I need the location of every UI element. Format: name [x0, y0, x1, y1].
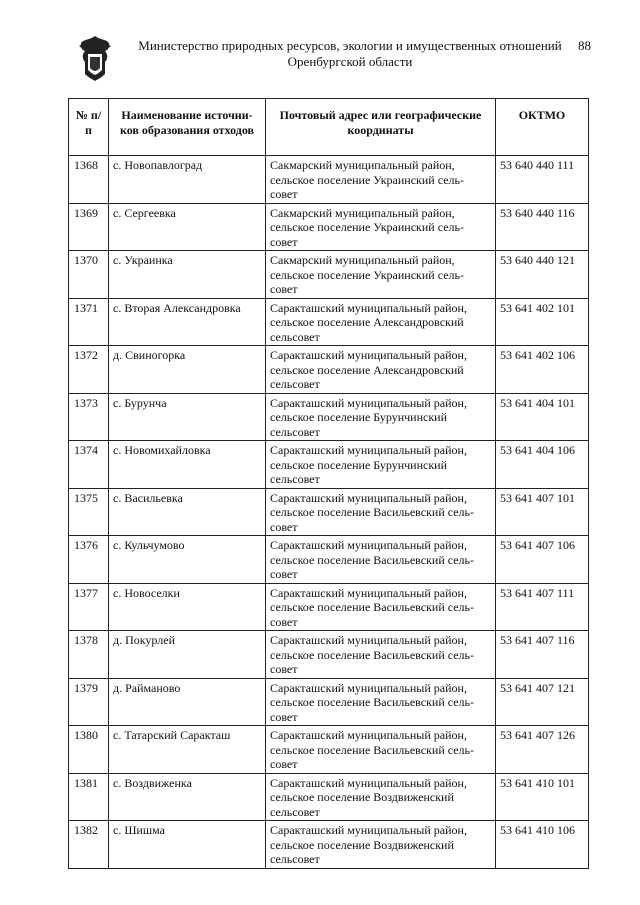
- row-number: 1379: [69, 678, 109, 726]
- row-number: 1372: [69, 346, 109, 394]
- table-row: [69, 251, 589, 299]
- postal-address: Саракташский муниципальный район, сельское поселение Воздвиженский сельсовет: [266, 773, 496, 821]
- row-number: 1368: [69, 156, 109, 204]
- postal-address: Саракташский муниципальный район, сельское поселение Васильевский сель-совет: [266, 583, 496, 631]
- oktmo-code: 53 640 440 111: [496, 156, 589, 204]
- row-number: 1369: [69, 203, 109, 251]
- source-name: с. Новопавлоград: [109, 156, 266, 204]
- row-number: 1373: [69, 393, 109, 441]
- oktmo-code: 53 641 407 116: [496, 631, 589, 679]
- oktmo-code: 53 641 404 106: [496, 441, 589, 489]
- oktmo-code: 53 641 410 101: [496, 773, 589, 821]
- oktmo-code: 53 641 402 101: [496, 298, 589, 346]
- column-header-address: Почтовый адрес или географические координаты: [266, 99, 496, 156]
- ministry-title-line1: Министерство природных ресурсов, экологии и имущественных отношений: [138, 38, 562, 53]
- table-header-row: [69, 99, 589, 156]
- table-row: [69, 631, 589, 679]
- row-number: 1381: [69, 773, 109, 821]
- table-row: [69, 821, 589, 869]
- oktmo-code: 53 641 407 111: [496, 583, 589, 631]
- oktmo-code: 53 641 404 101: [496, 393, 589, 441]
- row-number: 1371: [69, 298, 109, 346]
- column-header-source-name: Наименование источни-ков образования отходов: [109, 99, 266, 156]
- postal-address: Саракташский муниципальный район, сельское поселение Васильевский сель-совет: [266, 678, 496, 726]
- page-number: 88: [578, 38, 591, 53]
- row-number: 1376: [69, 536, 109, 584]
- postal-address: Саракташский муниципальный район, сельское поселение Бурунчинский сельсовет: [266, 441, 496, 489]
- postal-address: Саракташский муниципальный район, сельское поселение Васильевский сель-совет: [266, 536, 496, 584]
- table-row: [69, 441, 589, 489]
- oktmo-code: 53 640 440 121: [496, 251, 589, 299]
- source-name: с. Васильевка: [109, 488, 266, 536]
- source-name: с. Шишма: [109, 821, 266, 869]
- postal-address: Саракташский муниципальный район, сельское поселение Васильевский сель-совет: [266, 631, 496, 679]
- page-header: [120, 38, 580, 70]
- postal-address: Сакмарский муниципальный район, сельское поселение Украинский сель-совет: [266, 156, 496, 204]
- source-name: с. Новомихайловка: [109, 441, 266, 489]
- source-name: с. Татарский Саракташ: [109, 726, 266, 774]
- source-name: с. Воздвиженка: [109, 773, 266, 821]
- source-name: с. Украинка: [109, 251, 266, 299]
- postal-address: Сакмарский муниципальный район, сельское поселение Украинский сель-совет: [266, 251, 496, 299]
- postal-address: Саракташский муниципальный район, сельское поселение Александровский сельсовет: [266, 298, 496, 346]
- table-row: [69, 488, 589, 536]
- table-row: [69, 298, 589, 346]
- row-number: 1374: [69, 441, 109, 489]
- row-number: 1370: [69, 251, 109, 299]
- table-row: [69, 773, 589, 821]
- postal-address: Саракташский муниципальный район, сельское поселение Бурунчинский сельсовет: [266, 393, 496, 441]
- postal-address: Саракташский муниципальный район, сельское поселение Александровский сельсовет: [266, 346, 496, 394]
- oktmo-code: 53 641 410 106: [496, 821, 589, 869]
- table-row: [69, 203, 589, 251]
- ministry-title-line2: Оренбургской области: [287, 54, 413, 69]
- row-number: 1380: [69, 726, 109, 774]
- coat-of-arms-icon: [76, 34, 114, 82]
- table-row: [69, 678, 589, 726]
- source-name: д. Свиногорка: [109, 346, 266, 394]
- source-name: с. Бурунча: [109, 393, 266, 441]
- postal-address: Саракташский муниципальный район, сельское поселение Васильевский сель-совет: [266, 488, 496, 536]
- postal-address: Саракташский муниципальный район, сельское поселение Воздвиженский сельсовет: [266, 821, 496, 869]
- oktmo-code: 53 641 402 106: [496, 346, 589, 394]
- oktmo-code: 53 641 407 101: [496, 488, 589, 536]
- source-name: с. Новоселки: [109, 583, 266, 631]
- column-header-number: № п/п: [69, 99, 109, 156]
- source-name: д. Райманово: [109, 678, 266, 726]
- table-row: [69, 393, 589, 441]
- oktmo-code: 53 641 407 106: [496, 536, 589, 584]
- table-row: [69, 536, 589, 584]
- table-row: [69, 583, 589, 631]
- waste-sources-table: [68, 98, 589, 869]
- table-row: [69, 726, 589, 774]
- table-row: [69, 156, 589, 204]
- oktmo-code: 53 641 407 121: [496, 678, 589, 726]
- column-header-oktmo: ОКТМО: [496, 99, 589, 156]
- source-name: с. Вторая Александровка: [109, 298, 266, 346]
- table-body: [69, 156, 589, 869]
- row-number: 1377: [69, 583, 109, 631]
- oktmo-code: 53 641 407 126: [496, 726, 589, 774]
- source-name: д. Покурлей: [109, 631, 266, 679]
- postal-address: Саракташский муниципальный район, сельское поселение Васильевский сель-совет: [266, 726, 496, 774]
- table-row: [69, 346, 589, 394]
- row-number: 1375: [69, 488, 109, 536]
- postal-address: Сакмарский муниципальный район, сельское поселение Украинский сель-совет: [266, 203, 496, 251]
- oktmo-code: 53 640 440 116: [496, 203, 589, 251]
- row-number: 1382: [69, 821, 109, 869]
- row-number: 1378: [69, 631, 109, 679]
- source-name: с. Кульчумово: [109, 536, 266, 584]
- source-name: с. Сергеевка: [109, 203, 266, 251]
